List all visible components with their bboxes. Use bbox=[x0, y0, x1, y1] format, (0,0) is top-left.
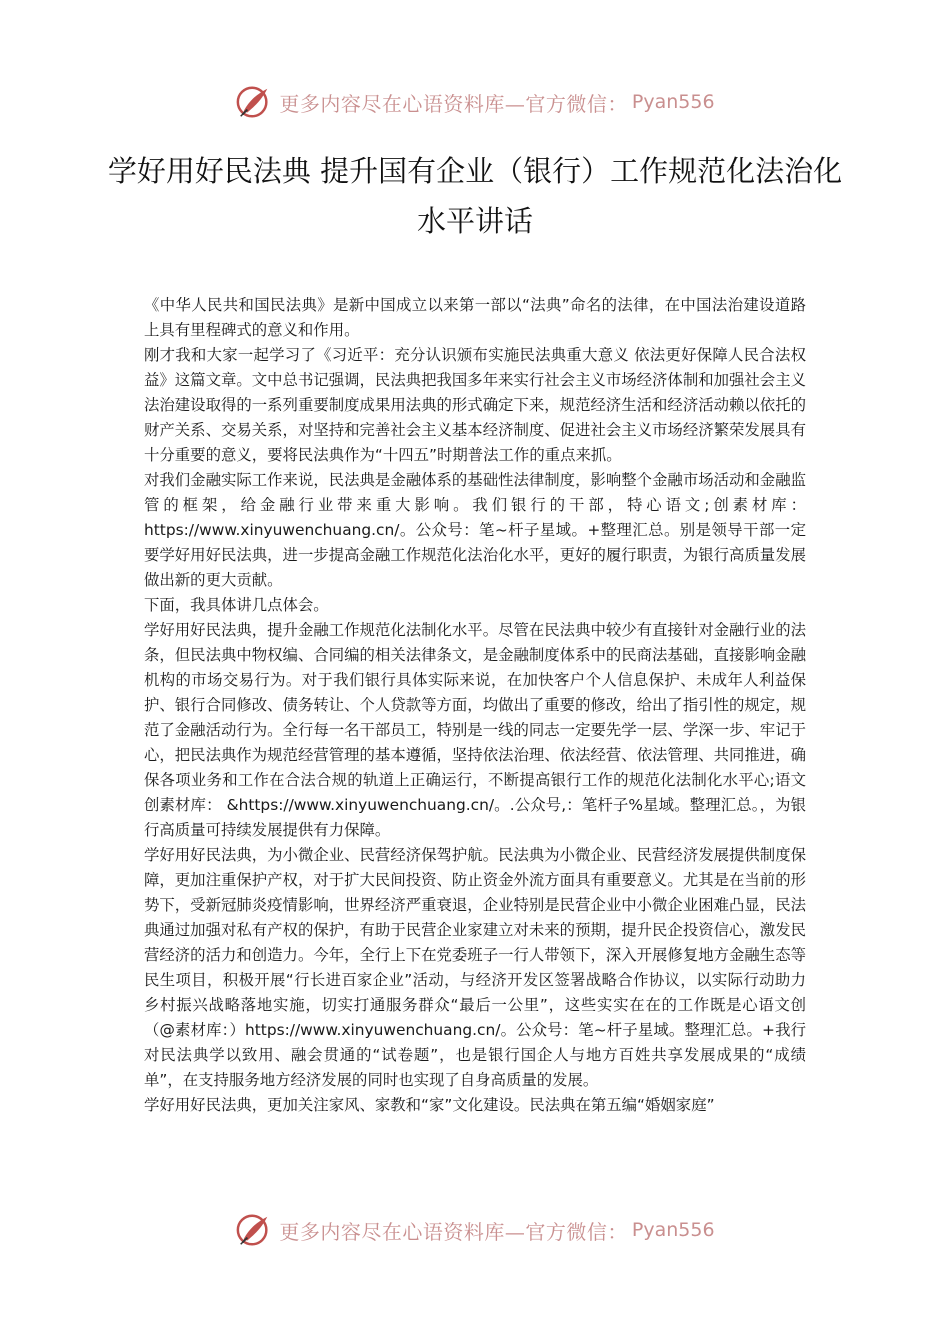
paragraph: 刚才我和大家一起学习了《习近平：充分认识颁布实施民法典重大意义 依法更好保障人民合法权益》这篇文章。文中总书记强调，民法典把我国多年来实行社会主义市场经济体制和加强社会主义法治建设取得的一系列重要制度成果用法典的形式确定下来，规范经济生活和经济活动赖以依托的财产关系、交易关系，对坚持和完善社会主义基本经济制度、促进社会主义市场经济繁荣发展具有十分重要的意义，要将民法典作为“十四五”时期普法工作的重点来抓。 bbox=[144, 346, 806, 464]
document-title: 学好用好民法典 提升国有企业（银行）工作规范化法治化水平讲话 bbox=[107, 154, 843, 238]
pen-nib-logo-icon bbox=[235, 83, 273, 121]
banner-text: 更多内容尽在心语资料库—官方微信： bbox=[279, 1219, 628, 1244]
pen-nib-logo-icon bbox=[235, 1211, 273, 1249]
paragraph: 学好用好民法典，更加关注家风、家教和“家”文化建设。民法典在第五编“婚姻家庭” bbox=[144, 1096, 715, 1114]
paragraph: 学好用好民法典，为小微企业、民营经济保驾护航。民法典为小微企业、民营经济发展提供制度保障，更加注重保护产权，对于扩大民间投资、防止资金外流方面具有重要意义。尤其是在当前的形势下，受新冠肺炎疫情影响，世界经济严重衰退，企业特别是民营企业中小微企业困难凸显，民法典通过加强对私有产权的保护，有助于民营企业家建立对未来的预期，提升民企投资信心，激发民营经济的活力和创造力。今年，全行上下在党委班子一行人带领下，深入开展修复地方金融生态等民生项目，积极开展“行长进百家企业”活动，与经济开发区签署战略合作协议，以实际行动助力乡村振兴战略落地实施，切实打通服务群众“最后一公里”，这些实实在在的工作既是心语文创（@素材库：）https://www.xinyuwenchuang.cn/。公众号：笔~杆子星域。整理汇总。+我行对民法典学以致用、融会贯通的“试卷题”，也是银行国企人与地方百姓共享发展成果的“成绩单”，在支持服务地方经济发展的同时也实现了自身高质量的发展。 bbox=[144, 846, 806, 1089]
header-banner bbox=[0, 82, 950, 122]
document-body bbox=[144, 293, 806, 1118]
footer-banner bbox=[0, 1210, 950, 1250]
banner-wechat-id: Pyan556 bbox=[631, 1219, 715, 1241]
paragraph: 下面，我具体讲几点体会。 bbox=[144, 596, 329, 614]
paragraph: 学好用好民法典，提升金融工作规范化法制化水平。尽管在民法典中较少有直接针对金融行业的法条，但民法典中物权编、合同编的相关法律条文，是金融制度体系中的民商法基础，直接影响金融机构的市场交易行为。对于我们银行具体实际来说，在加快客户个人信息保护、未成年人利益保护、银行合同修改、债务转让、个人贷款等方面，均做出了重要的修改，给出了指引性的规定，规范了金融活动行为。全行每一名干部员工，特别是一线的同志一定要先学一层、学深一步、牢记于心，把民法典作为规范经营管理的基本遵循，坚持依法治理、依法经营、依法管理、共同推进，确保各项业务和工作在合法合规的轨道上正确运行，不断提高银行工作的规范化法制化水平心;语文创素材库： &https://www.xinyuwenchuang.cn/。.公众号,：笔杆子%星域。整理汇总。，为银行高质量可持续发展提供有力保障。 bbox=[144, 621, 806, 839]
banner-wechat-id: Pyan556 bbox=[631, 91, 715, 113]
paragraph: 对我们金融实际工作来说，民法典是金融体系的基础性法律制度，影响整个金融市场活动和金融监管的框架，给金融行业带来重大影响。我们银行的干部，特心语文;创素材库：https://www.xinyuwenchuang.cn/。公众号：笔~杆子星域。+整理汇总。别是领导干部一定要学好用好民法典，进一步提高金融工作规范化法治化水平，更好的履行职责，为银行高质量发展做出新的更大贡献。 bbox=[144, 471, 806, 589]
banner-text: 更多内容尽在心语资料库—官方微信： bbox=[279, 91, 628, 116]
paragraph: 《中华人民共和国民法典》是新中国成立以来第一部以“法典”命名的法律，在中国法治建设道路上具有里程碑式的意义和作用。 bbox=[144, 296, 806, 339]
